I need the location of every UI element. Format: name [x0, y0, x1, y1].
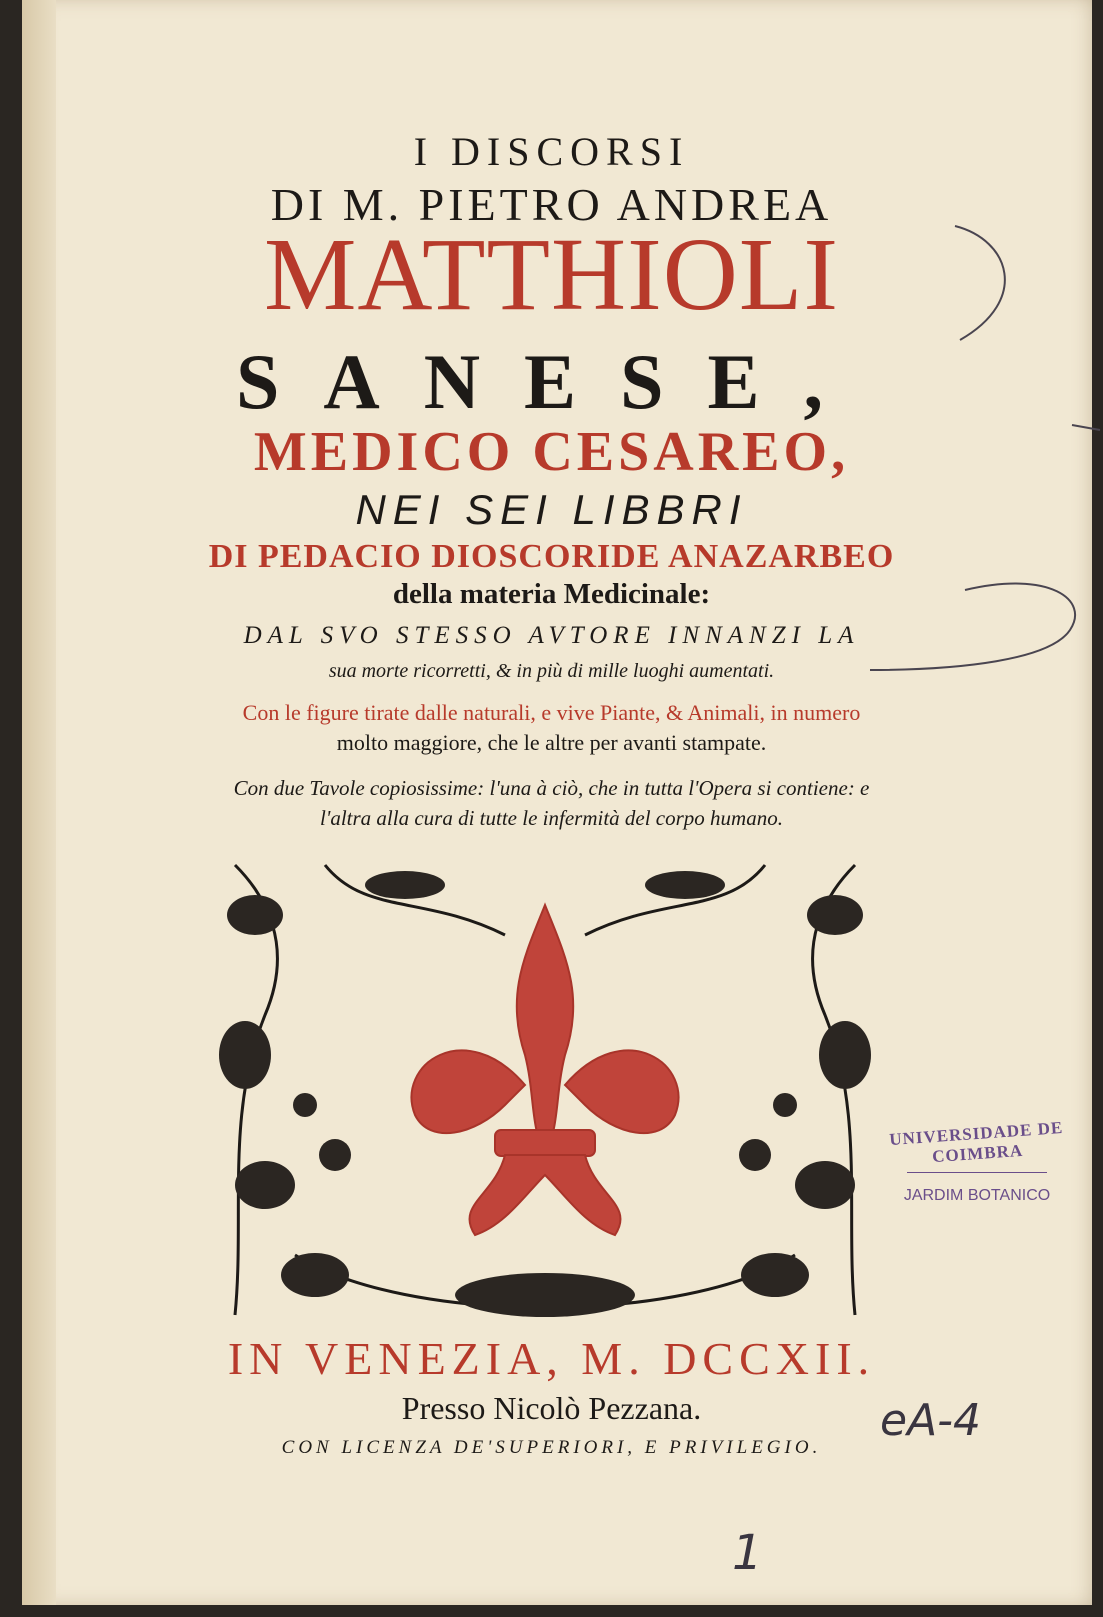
handwritten-shelfmark: eA-4: [880, 1395, 982, 1446]
library-stamp: [872, 1117, 1082, 1210]
edition-note-1: DAL SVO STESSO AVTORE INNANZI LA: [243, 622, 860, 649]
stamp-rule: [907, 1172, 1047, 1173]
figures-note-2: molto maggiore, che le altre per avanti stampate.: [336, 730, 767, 755]
author-origin: SANESE,: [236, 338, 867, 425]
figures-note-1: Con le figure tirate dalle naturali, e vive Piante, & Animali, in numero: [242, 700, 861, 725]
work-subtitle: della materia Medicinale:: [392, 578, 711, 610]
handwritten-page-number: 1: [732, 1525, 763, 1581]
tables-note-2: l'altra alla cura di tutte le infermità del corpo humano.: [320, 806, 783, 830]
stamp-garden: JARDIM BOTANICO: [903, 1187, 1051, 1204]
author-role: MEDICO CESAREO,: [253, 421, 850, 483]
work-subject: DI PEDACIO DIOSCORIDE ANAZARBEO: [208, 538, 895, 575]
work-intro: NEI SEI LIBBRI: [355, 486, 748, 533]
author-name: MATTHIOLI: [263, 217, 840, 332]
printer-name: Presso Nicolò Pezzana.: [401, 1390, 702, 1426]
imprint-place-date: IN VENEZIA, M. DCCXII.: [227, 1333, 876, 1384]
title-line-discorsi: I DISCORSI: [413, 129, 690, 174]
tables-note-1: Con due Tavole copiosissime: l'una à ciò, che in tutta l'Opera si contiene: e: [233, 776, 870, 800]
title-line-author-prefix: DI M. PIETRO ANDREA: [270, 179, 833, 230]
fleur-de-lis-ornament-icon: [205, 855, 885, 1323]
edition-note-2: sua morte ricorretti, & in più di mille luoghi aumentati.: [328, 660, 775, 682]
license-line: CON LICENZA DE'SUPERIORI, E PRIVILEGIO.: [281, 1437, 822, 1458]
stamp-university: UNIVERSIDADE DE COIMBRA: [888, 1117, 1064, 1167]
